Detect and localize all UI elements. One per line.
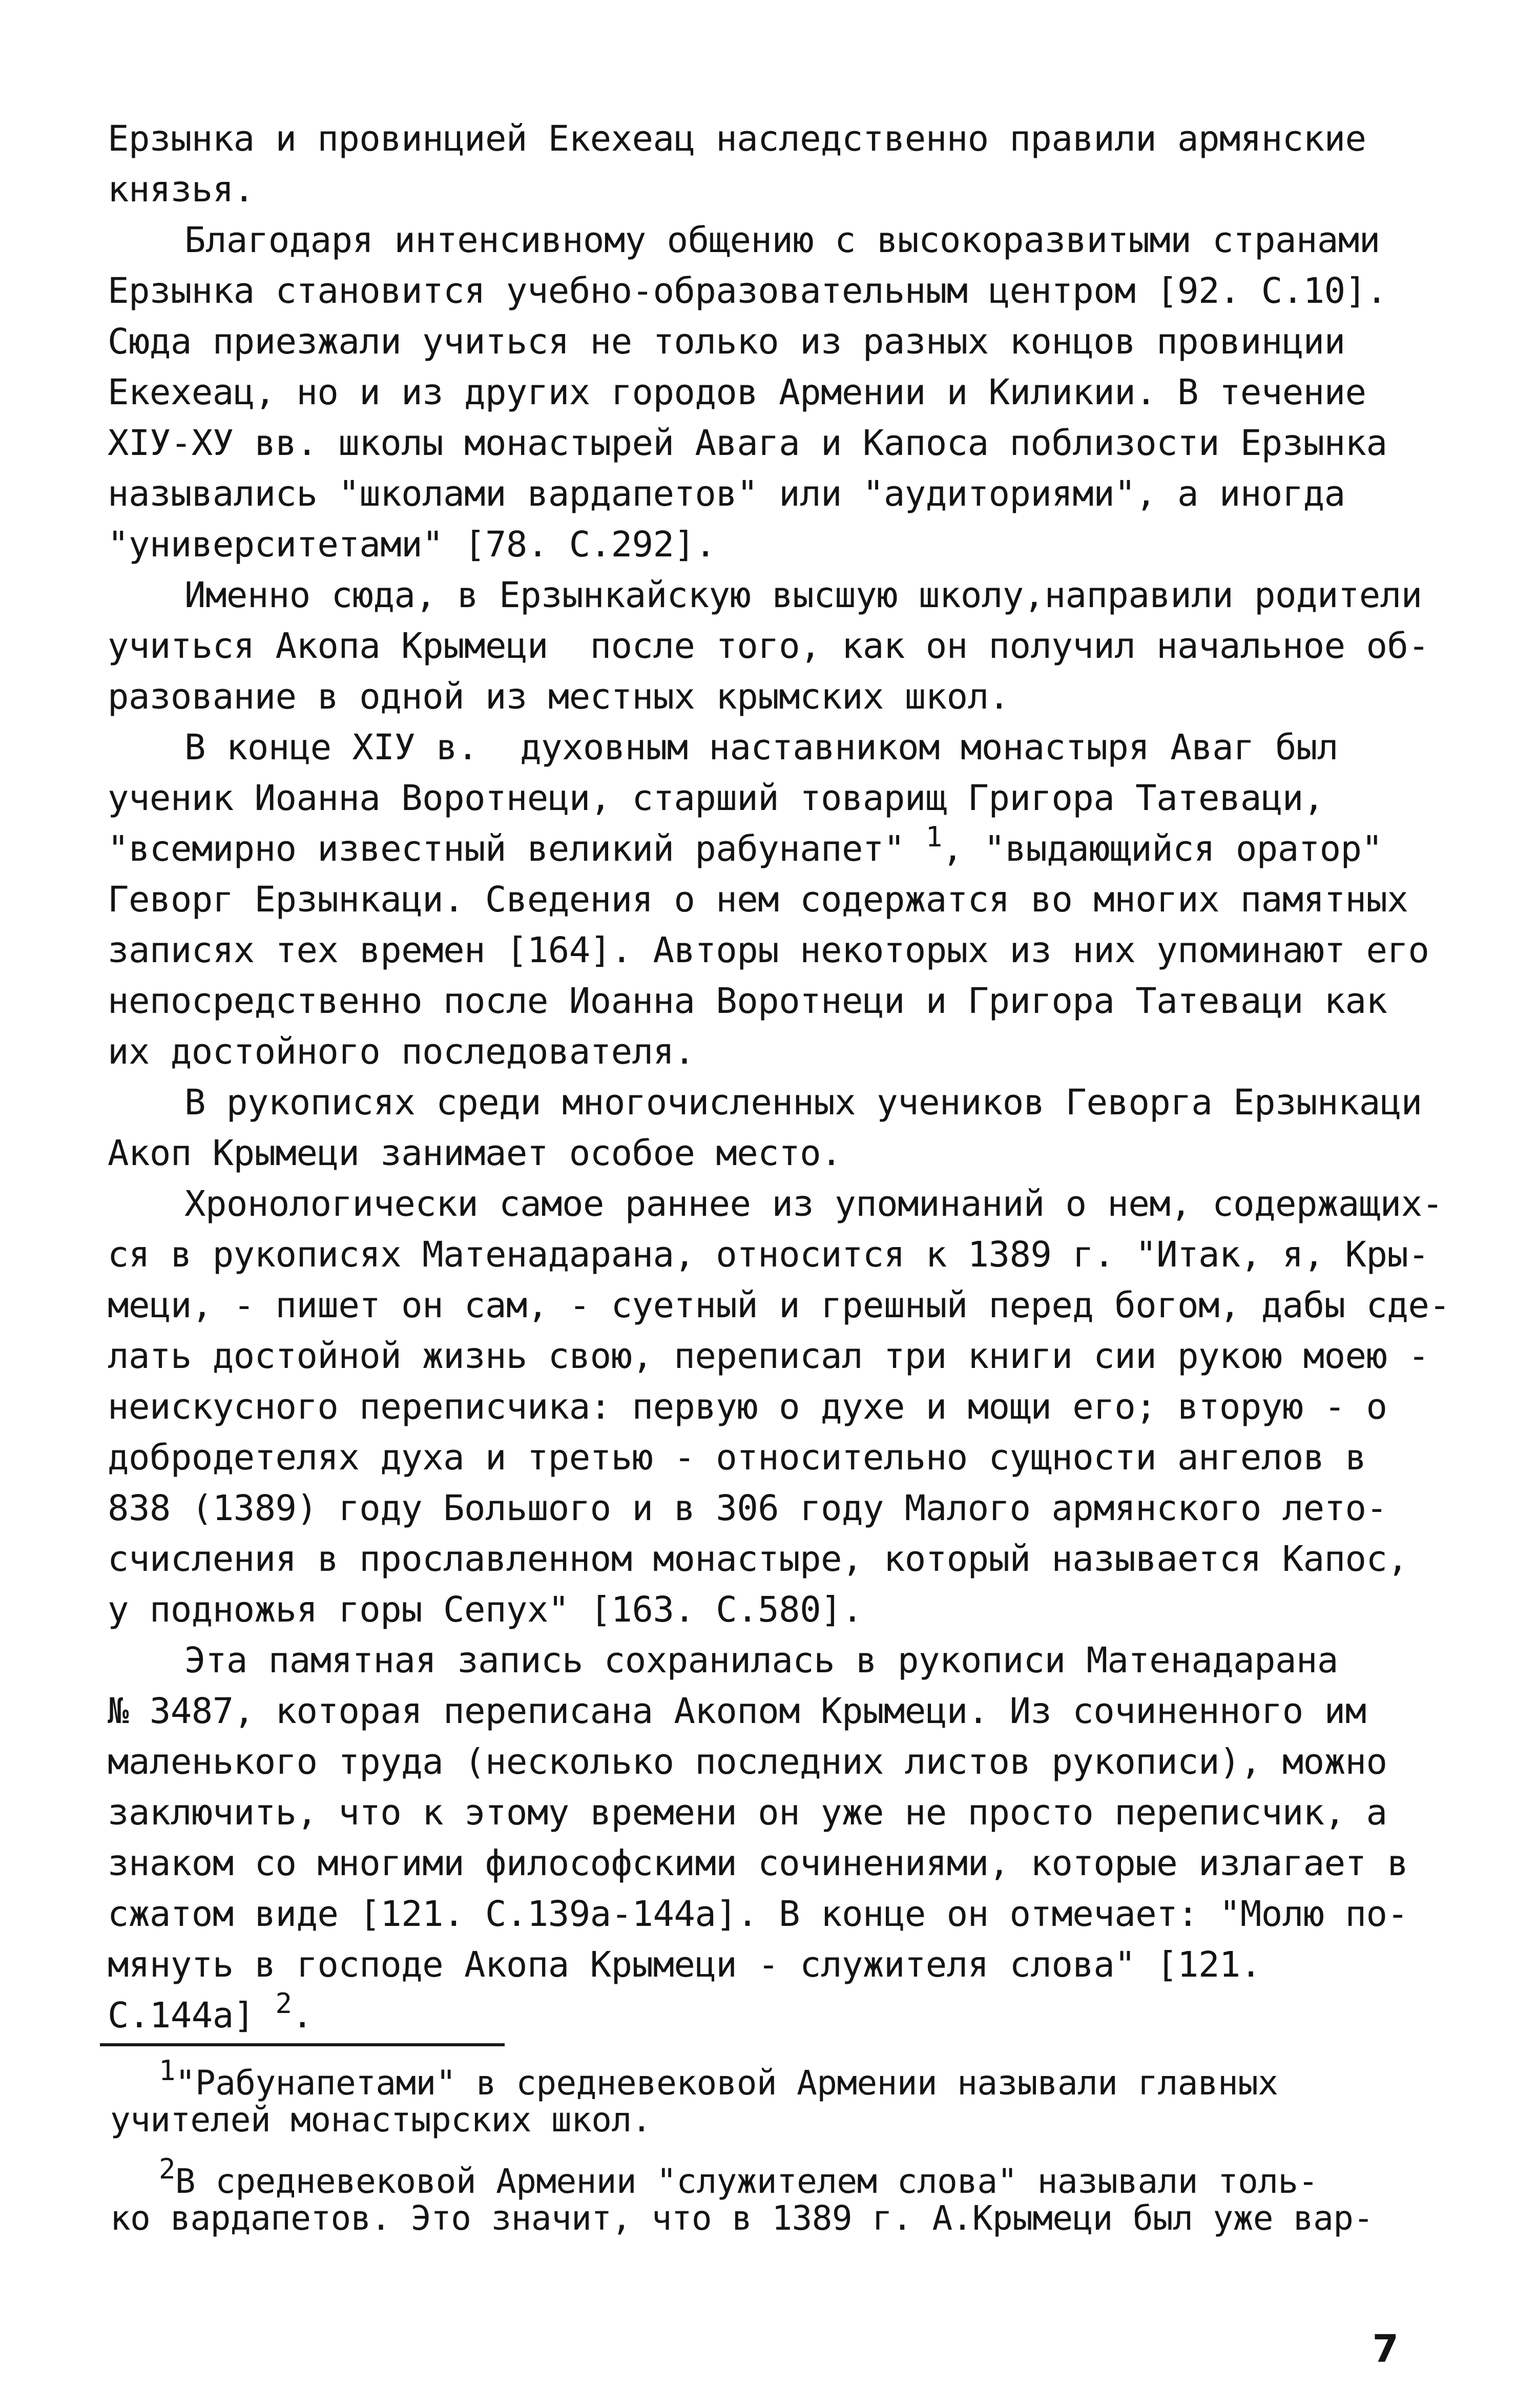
text-line-content: Акоп Крымеци занимает особое место.	[108, 1133, 842, 1174]
text-line-content: их достойного последователя.	[108, 1031, 695, 1072]
text-line-content: неискусного переписчика: первую о духе и мощи его; вторую - о	[108, 1386, 1387, 1427]
footnote-line	[110, 2054, 1447, 2103]
text-line	[108, 570, 1450, 621]
text-line	[108, 1534, 1450, 1585]
footnote-mark: 2	[159, 2153, 175, 2185]
text-line-content: у подножья горы Сепух" [163. С.580].	[108, 1589, 863, 1630]
text-line	[108, 875, 1450, 925]
text-line	[108, 672, 1450, 722]
text-line	[108, 621, 1450, 672]
footnote-divider	[100, 2043, 505, 2046]
footnote-text: ко вардапетов. Это значит, что в 1389 г. А.Крымеци был уже вар-	[110, 2198, 1374, 2238]
footnote-reference: 2	[275, 1987, 292, 2020]
text-line	[108, 1128, 1450, 1179]
text-line	[108, 1788, 1450, 1838]
text-line	[108, 215, 1450, 266]
text-line	[108, 722, 1450, 773]
text-line-content: назывались "школами вардапетов" или "аудиториями", а иногда	[108, 473, 1345, 514]
text-line	[108, 367, 1450, 418]
text-line	[108, 1940, 1450, 1990]
text-line	[108, 114, 1450, 164]
text-line-content: записях тех времен [164]. Авторы некоторых из них упоминают его	[108, 930, 1429, 971]
footnote-reference: 1	[925, 821, 942, 853]
footnote-text: учителей монастырских школ.	[110, 2100, 652, 2140]
text-line-content: Именно сюда, в Ерзынкайскую высшую школу,направили родители	[184, 575, 1422, 616]
text-line	[108, 1027, 1450, 1077]
page-number: 7	[1372, 2327, 1399, 2371]
text-line-content: Эта памятная запись сохранилась в рукописи Матенадарана	[184, 1640, 1338, 1681]
text-line-content: Ерзынка становится учебно-образовательным центром [92. С.10].	[108, 271, 1387, 312]
text-line	[108, 925, 1450, 976]
text-line	[108, 469, 1450, 520]
text-line-continuation: , "выдающийся оратор"	[942, 828, 1383, 869]
text-line-content: разование в одной из местных крымских школ.	[108, 676, 1010, 717]
text-line	[108, 164, 1450, 215]
text-line-content: знаком со многими философскими сочинениями, которые излагает в	[108, 1843, 1408, 1884]
text-line-content: XIУ-XУ вв. школы монастырей Авага и Капоса поблизости Ерзынка	[108, 423, 1387, 464]
text-line	[108, 1635, 1450, 1686]
footnote	[110, 2153, 1447, 2238]
text-line-content: С.144а]	[108, 1995, 276, 2036]
text-line-content: добродетелях духа и третью - относительно сущности ангелов в	[108, 1437, 1366, 1478]
text-line-content: В конце XIУ в. духовным наставником монастыря Аваг был	[184, 727, 1338, 768]
footnote-line	[110, 2200, 1447, 2237]
text-line-content: маленького труда (несколько последних листов рукописи), можно	[108, 1741, 1387, 1782]
text-line-content: меци, - пишет он сам, - суетный и грешный перед богом, дабы сде-	[108, 1285, 1450, 1326]
text-line	[108, 317, 1450, 367]
text-line-content: непосредственно после Иоанна Воротнеци и Григора Татеваци как	[108, 981, 1387, 1022]
text-line-content: Ерзынка и провинцией Екехеац наследственно правили армянские	[108, 118, 1366, 159]
text-line-content: № 3487, которая переписана Акопом Крымеци. Из сочиненного им	[108, 1691, 1366, 1732]
text-line	[108, 1230, 1450, 1280]
text-line-content: ученик Иоанна Воротнеци, старший товарищ Григора Татеваци,	[108, 778, 1324, 819]
text-line-content: лать достойной жизнь свою, переписал три книги сии рукою моею -	[108, 1336, 1429, 1377]
text-line	[108, 1179, 1450, 1230]
text-line-content: Геворг Ерзынкаци. Сведения о нем содержатся во многих памятных	[108, 879, 1408, 920]
text-line	[108, 821, 1450, 875]
text-line-content: Сюда приезжали учиться не только из разных концов провинции	[108, 321, 1345, 362]
text-line	[108, 773, 1450, 824]
text-line	[108, 976, 1450, 1027]
text-line	[108, 1382, 1450, 1433]
footnotes	[110, 2054, 1447, 2261]
footnote-text: "Рабунапетами" в средневековой Армении называли главных	[175, 2063, 1278, 2103]
text-line-content: сжатом виде [121. С.139а-144а]. В конце он отмечает: "Молю по-	[108, 1894, 1408, 1935]
text-line	[108, 1585, 1450, 1635]
text-line	[108, 1838, 1450, 1889]
text-line	[108, 1280, 1450, 1331]
text-line-content: 838 (1389) году Большого и в 306 году Малого армянского лето-	[108, 1488, 1387, 1529]
footnote	[110, 2054, 1447, 2140]
text-line-content: учиться Акопа Крымеци после того, как он получил начальное об-	[108, 626, 1429, 667]
text-line-content: князья.	[108, 169, 255, 210]
text-line	[108, 1686, 1450, 1737]
text-line	[108, 1987, 1450, 2041]
text-line-continuation: .	[292, 1995, 313, 2036]
text-line-content: Екехеац, но и из других городов Армении и Киликии. В течение	[108, 372, 1366, 413]
text-line	[108, 520, 1450, 570]
text-line	[108, 1077, 1450, 1128]
text-line	[108, 1483, 1450, 1534]
text-line	[108, 1889, 1450, 1940]
text-line-content: мянуть в господе Акопа Крымеци - служителя слова" [121.	[108, 1944, 1261, 1985]
text-line-content: заключить, что к этому времени он уже не просто переписчик, а	[108, 1792, 1387, 1833]
text-line	[108, 266, 1450, 317]
text-line-content: ся в рукописях Матенадарана, относится к 1389 г. "Итак, я, Кры-	[108, 1234, 1429, 1275]
text-line	[108, 418, 1450, 469]
text-line-content: В рукописях среди многочисленных учеников Геворга Ерзынкаци	[184, 1082, 1422, 1123]
text-line	[108, 1331, 1450, 1382]
text-line-content: "всемирно известный великий рабунапет"	[108, 828, 926, 869]
text-line-content: Благодаря интенсивному общению с высокоразвитыми странами	[184, 220, 1380, 261]
footnote-text: В средневековой Армении "служителем слова" называли толь-	[175, 2162, 1318, 2201]
footnote-line	[110, 2102, 1447, 2139]
body-text	[108, 114, 1450, 2041]
text-line-content: Хронологически самое раннее из упоминаний о нем, содержащих-	[184, 1184, 1443, 1224]
text-line	[108, 1737, 1450, 1788]
text-line-content: счисления в прославленном монастыре, который называется Капос,	[108, 1539, 1408, 1580]
text-line	[108, 1433, 1450, 1483]
footnote-line	[110, 2153, 1447, 2201]
footnote-mark: 1	[159, 2054, 175, 2087]
text-line-content: "университетами" [78. С.292].	[108, 524, 716, 565]
